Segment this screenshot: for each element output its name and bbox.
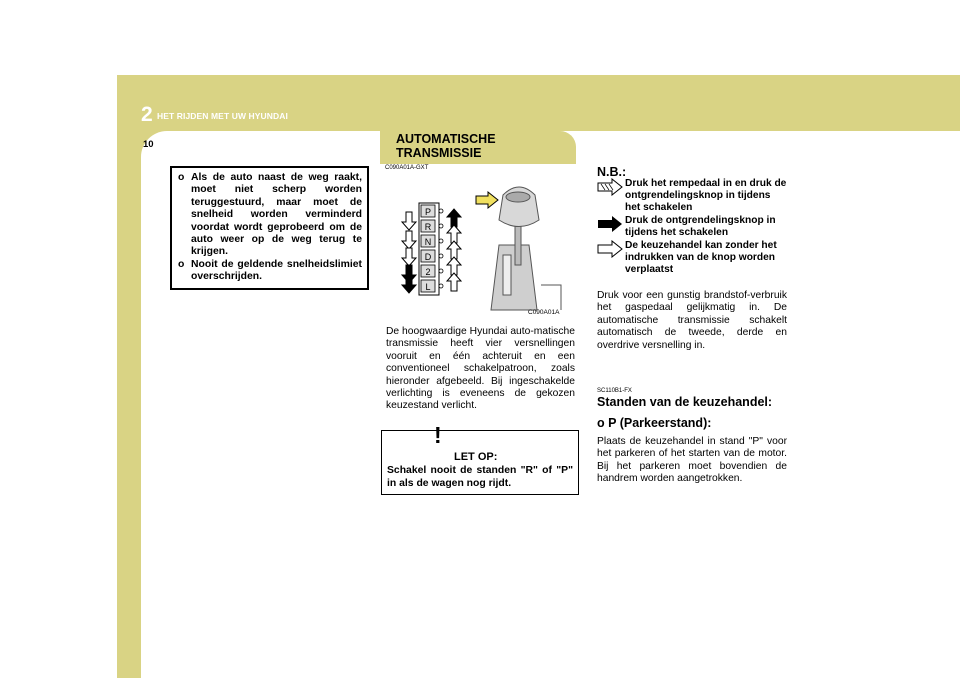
note-row: Druk het rempedaal in en druk de ontgrendelingsknop in tijdens het schakelen <box>597 178 787 215</box>
shift-positions-heading: Standen van de keuzehandel: <box>597 395 773 409</box>
gear-lever-drawing <box>491 187 561 310</box>
gear-label-n: N <box>424 237 432 247</box>
section-title: AUTOMATISCHE TRANSMISSIE <box>396 132 496 160</box>
shift-pattern-figure <box>381 175 575 318</box>
gear-label-d: D <box>424 252 432 262</box>
outline-arrow-icon <box>597 240 625 277</box>
shift-arrows-left <box>402 212 416 293</box>
hatched-arrow-icon <box>476 192 498 208</box>
list-item: o Nooit de geldende snelheidslimiet overschrijden. <box>178 258 362 283</box>
section-code: C090A01A-GXT <box>385 165 429 171</box>
warning-icon: ! <box>434 422 442 448</box>
figure-caption: C090A01A <box>528 309 560 316</box>
gear-gate <box>419 203 443 295</box>
chapter-number: 2 <box>141 103 153 126</box>
gear-label-p: P <box>424 207 432 217</box>
gear-label-r: R <box>424 222 432 232</box>
shift-arrows-right <box>447 209 461 291</box>
caution-text: Schakel nooit de standen "R" of "P" in als de wagen nog rijdt. <box>387 465 573 489</box>
shift-positions-code: SC110B1-FX <box>597 388 632 394</box>
warning-box <box>170 166 369 290</box>
gear-label-l: L <box>425 282 431 292</box>
shift-positions-paragraph: Plaats de keuzehandel in stand "P" voor het parkeren of het starten van de motor. Bij het parkeren moet bovendien de handrem worden aangetrokken. <box>597 436 787 485</box>
shift-positions-subheading: o P (Parkeerstand): <box>597 416 712 430</box>
page-number: 10 <box>143 139 154 150</box>
section-paragraph: De hoogwaardige Hyundai auto-matische transmissie heeft vier versnellingen vooruit en één achteruit en een conventioneel schakelpatroon, zoals hieronder afgebeeld. Bij ingeschakelde verlichting is eveneens de gekozen keuzestand verlicht. <box>386 326 575 412</box>
chapter-title: HET RIJDEN MET UW HYUNDAI <box>157 111 288 121</box>
list-item: o Als de auto naast de weg raakt, moet niet scherp worden teruggestuurd, maar moet de snelheid worden verminderd voordat wordt geprobeerd om de auto weer op de weg terug te krijgen. <box>178 172 362 258</box>
note-row: De keuzehandel kan zonder het indrukken van de knop worden verplaatst <box>597 240 787 277</box>
note-paragraph: Druk voor een gunstig brandstof-verbruik het gaspedaal gelijkmatig in. De automatische transmissie schakelt automatisch de tweede, derde en overdrive versnelling in. <box>597 290 787 351</box>
note-row: Druk de ontgrendelingsknop in tijdens het schakelen <box>597 215 787 239</box>
gear-label-2: 2 <box>425 267 431 277</box>
note-title: N.B.: <box>597 165 627 179</box>
hatched-arrow-icon <box>597 178 625 215</box>
solid-arrow-icon <box>597 215 625 239</box>
caution-title: LET OP: <box>454 451 498 463</box>
caution-box <box>381 422 579 495</box>
